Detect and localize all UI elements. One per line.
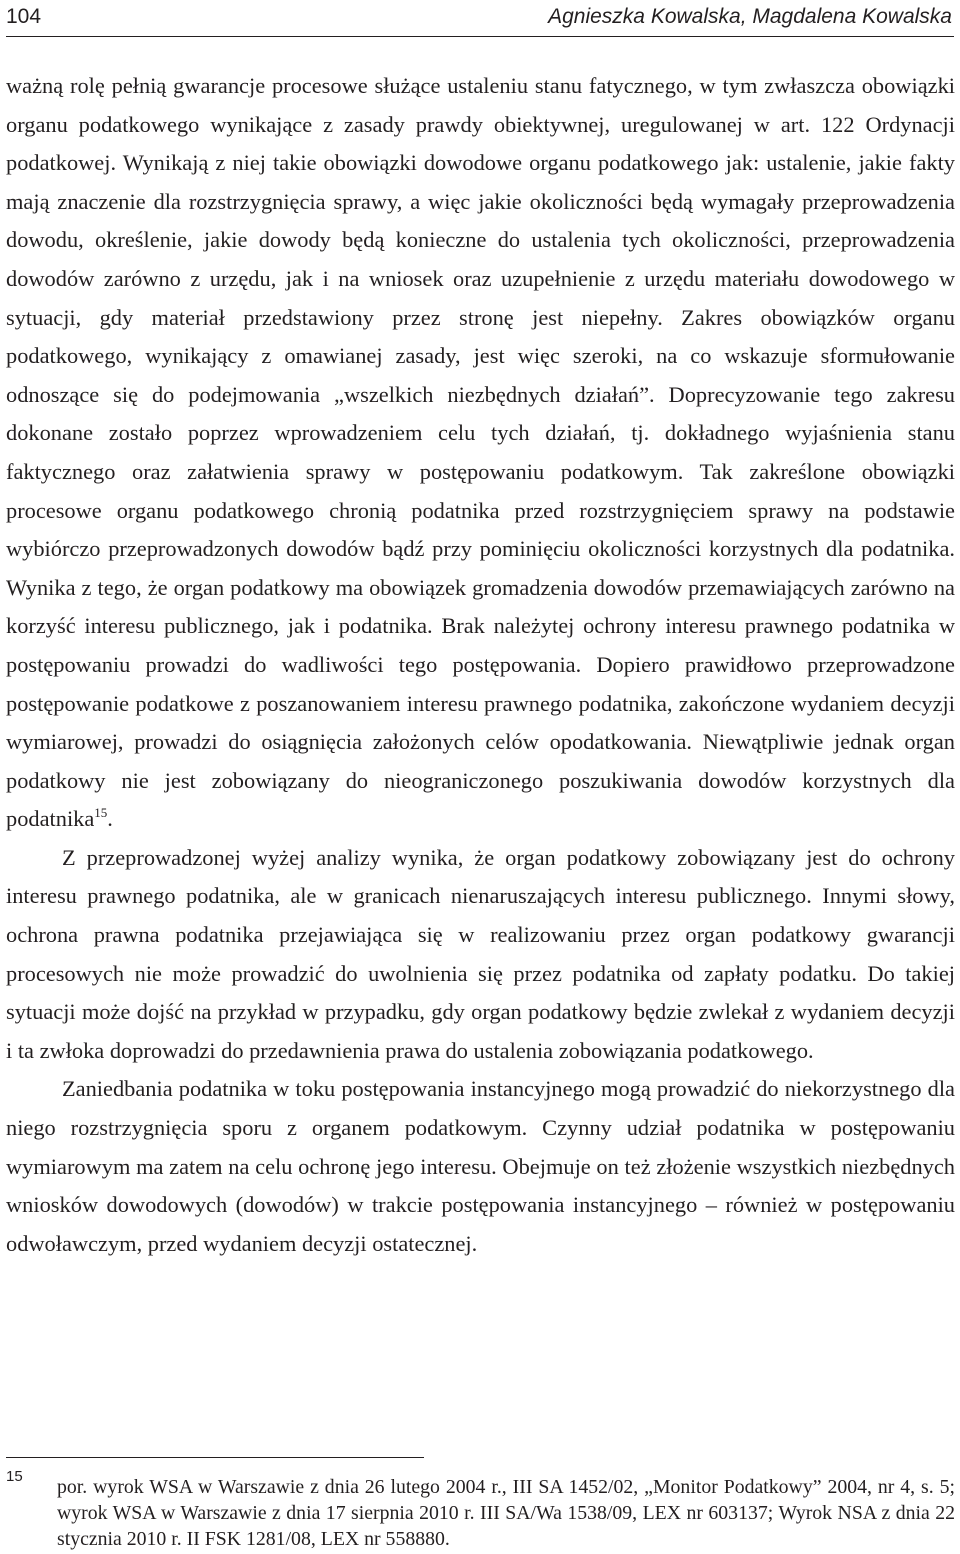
paragraph-text: ważną rolę pełnią gwarancje procesowe służące ustaleniu stanu fatycznego, w tym zwłaszcza obowiązki organu podatkowego wynikające z zasady prawdy obiektywnej, uregulowanej w art. 122 Ordynacji podatkowej. Wynikają z niej takie obowiązki dowodowe organu podatkowego jak: ustalenie, jakie fakty mają znaczenie dla rozstrzygnięcia sprawy, a więc jakie okoliczności będą wymagały przeprowadzenia dowodu, określenie, jakie dowody będą konieczne do ustalenia tych okoliczności, przeprowadzenia dowodów zarówno z urzędu, jak i na wniosek oraz uzupełnienie z urzędu materiału dowodowego w sytuacji, gdy materiał przedstawiony przez stronę jest niepełny. Zakres obowiązków organu podatkowego, wynikający z omawianej zasady, jest więc szeroki, na co wskazuje sformułowanie odnoszące się do podejmowania „wszelkich niezbędnych działań”. Doprecyzowanie tego zakresu dokonane zostało poprzez wprowadzeniem celu tych działań, tj. dokładnego wyjaśnienia stanu faktycznego oraz załatwienia sprawy w postępowaniu podatkowym. Tak zakreślone obowiązki procesowe organu podatkowego chronią podatnika przed rozstrzygnięciem sprawy na podstawie wybiórczo przeprowadzonych dowodów bądź przy pominięciu okoliczności korzystnych dla podatnika. Wynika z tego, że organ podatkowy ma obowiązek gromadzenia dowodów przemawiających zarówno na korzyść interesu publicznego, jak i podatnika. Brak należytej ochrony interesu prawnego podatnika w postępowaniu prowadzi do wadliwości tego postępowania. Dopiero prawidłowo przeprowadzone postępowanie podatkowe z poszanowaniem interesu prawnego podatnika, zakończone wydaniem decyzji wymiarowej, prowadzi do osiągnięcia założonych celów opodatkowania. Niewątpliwie jednak organ podatkowy nie jest zobowiązany do nieograniczonego poszukiwania dowodów korzystnych dla podatnika xyxy=(6,73,955,832)
paragraph-end-punctuation: . xyxy=(107,806,113,832)
footnote-text: por. wyrok WSA w Warszawie z dnia 26 lutego 2004 r., III SA 1452/02, „Monitor Podatkowy” 2004, nr 4, s. 5; wyrok WSA w Warszawie z dnia 17 sierpnia 2010 r. III SA/Wa 1538/09, LEX nr 603137; Wyrok NSA z dnia 22 stycznia 2010 r. II FSK 1281/08, LEX nr 558880. xyxy=(57,1476,955,1550)
page-number: 104 xyxy=(6,5,42,28)
footnote-separator xyxy=(6,1457,424,1458)
footnote-number: 15 xyxy=(6,1468,23,1485)
paragraph: Zaniedbania podatnika w toku postępowania instancyjnego mogą prowadzić do niekorzystnego dla niego rozstrzygnięcia sporu z organem podatkowym. Czynny udział podatnika w postępowaniu wymiarowym ma zatem na celu ochronę jego interesu. Obejmuje on też złożenie wszystkich niezbędnych wniosków dowodowych (dowodów) w trakcie postępowania instancyjnego – również w postępowaniu odwoławczym, przed wydaniem decyzji ostatecznej. xyxy=(6,1076,955,1256)
paragraph: Z przeprowadzonej wyżej analizy wynika, że organ podatkowy zobowiązany jest do ochrony interesu prawnego podatnika, ale w granicach nienaruszających interesu publicznego. Innymi słowy, ochrona prawna podatnika przejawiająca się w realizowaniu przez organ podatkowy gwarancji procesowych nie może prowadzić do uwolnienia się przez podatnika od zapłaty podatku. Do takiej sytuacji może dojść na przykład w przypadku, gdy organ podatkowy będzie zwlekał z wydaniem decyzji i ta zwłoka doprowadzi do przedawnienia prawa do ustalenia zobowiązania podatkowego. xyxy=(6,844,955,1063)
running-header xyxy=(6,2,954,37)
paragraph xyxy=(6,67,955,839)
running-header-authors: Agnieszka Kowalska, Magdalena Kowalska xyxy=(548,5,952,28)
footnote xyxy=(6,1464,955,1552)
body-text xyxy=(6,67,955,1263)
footnote-reference[interactable]: 15 xyxy=(94,805,108,821)
